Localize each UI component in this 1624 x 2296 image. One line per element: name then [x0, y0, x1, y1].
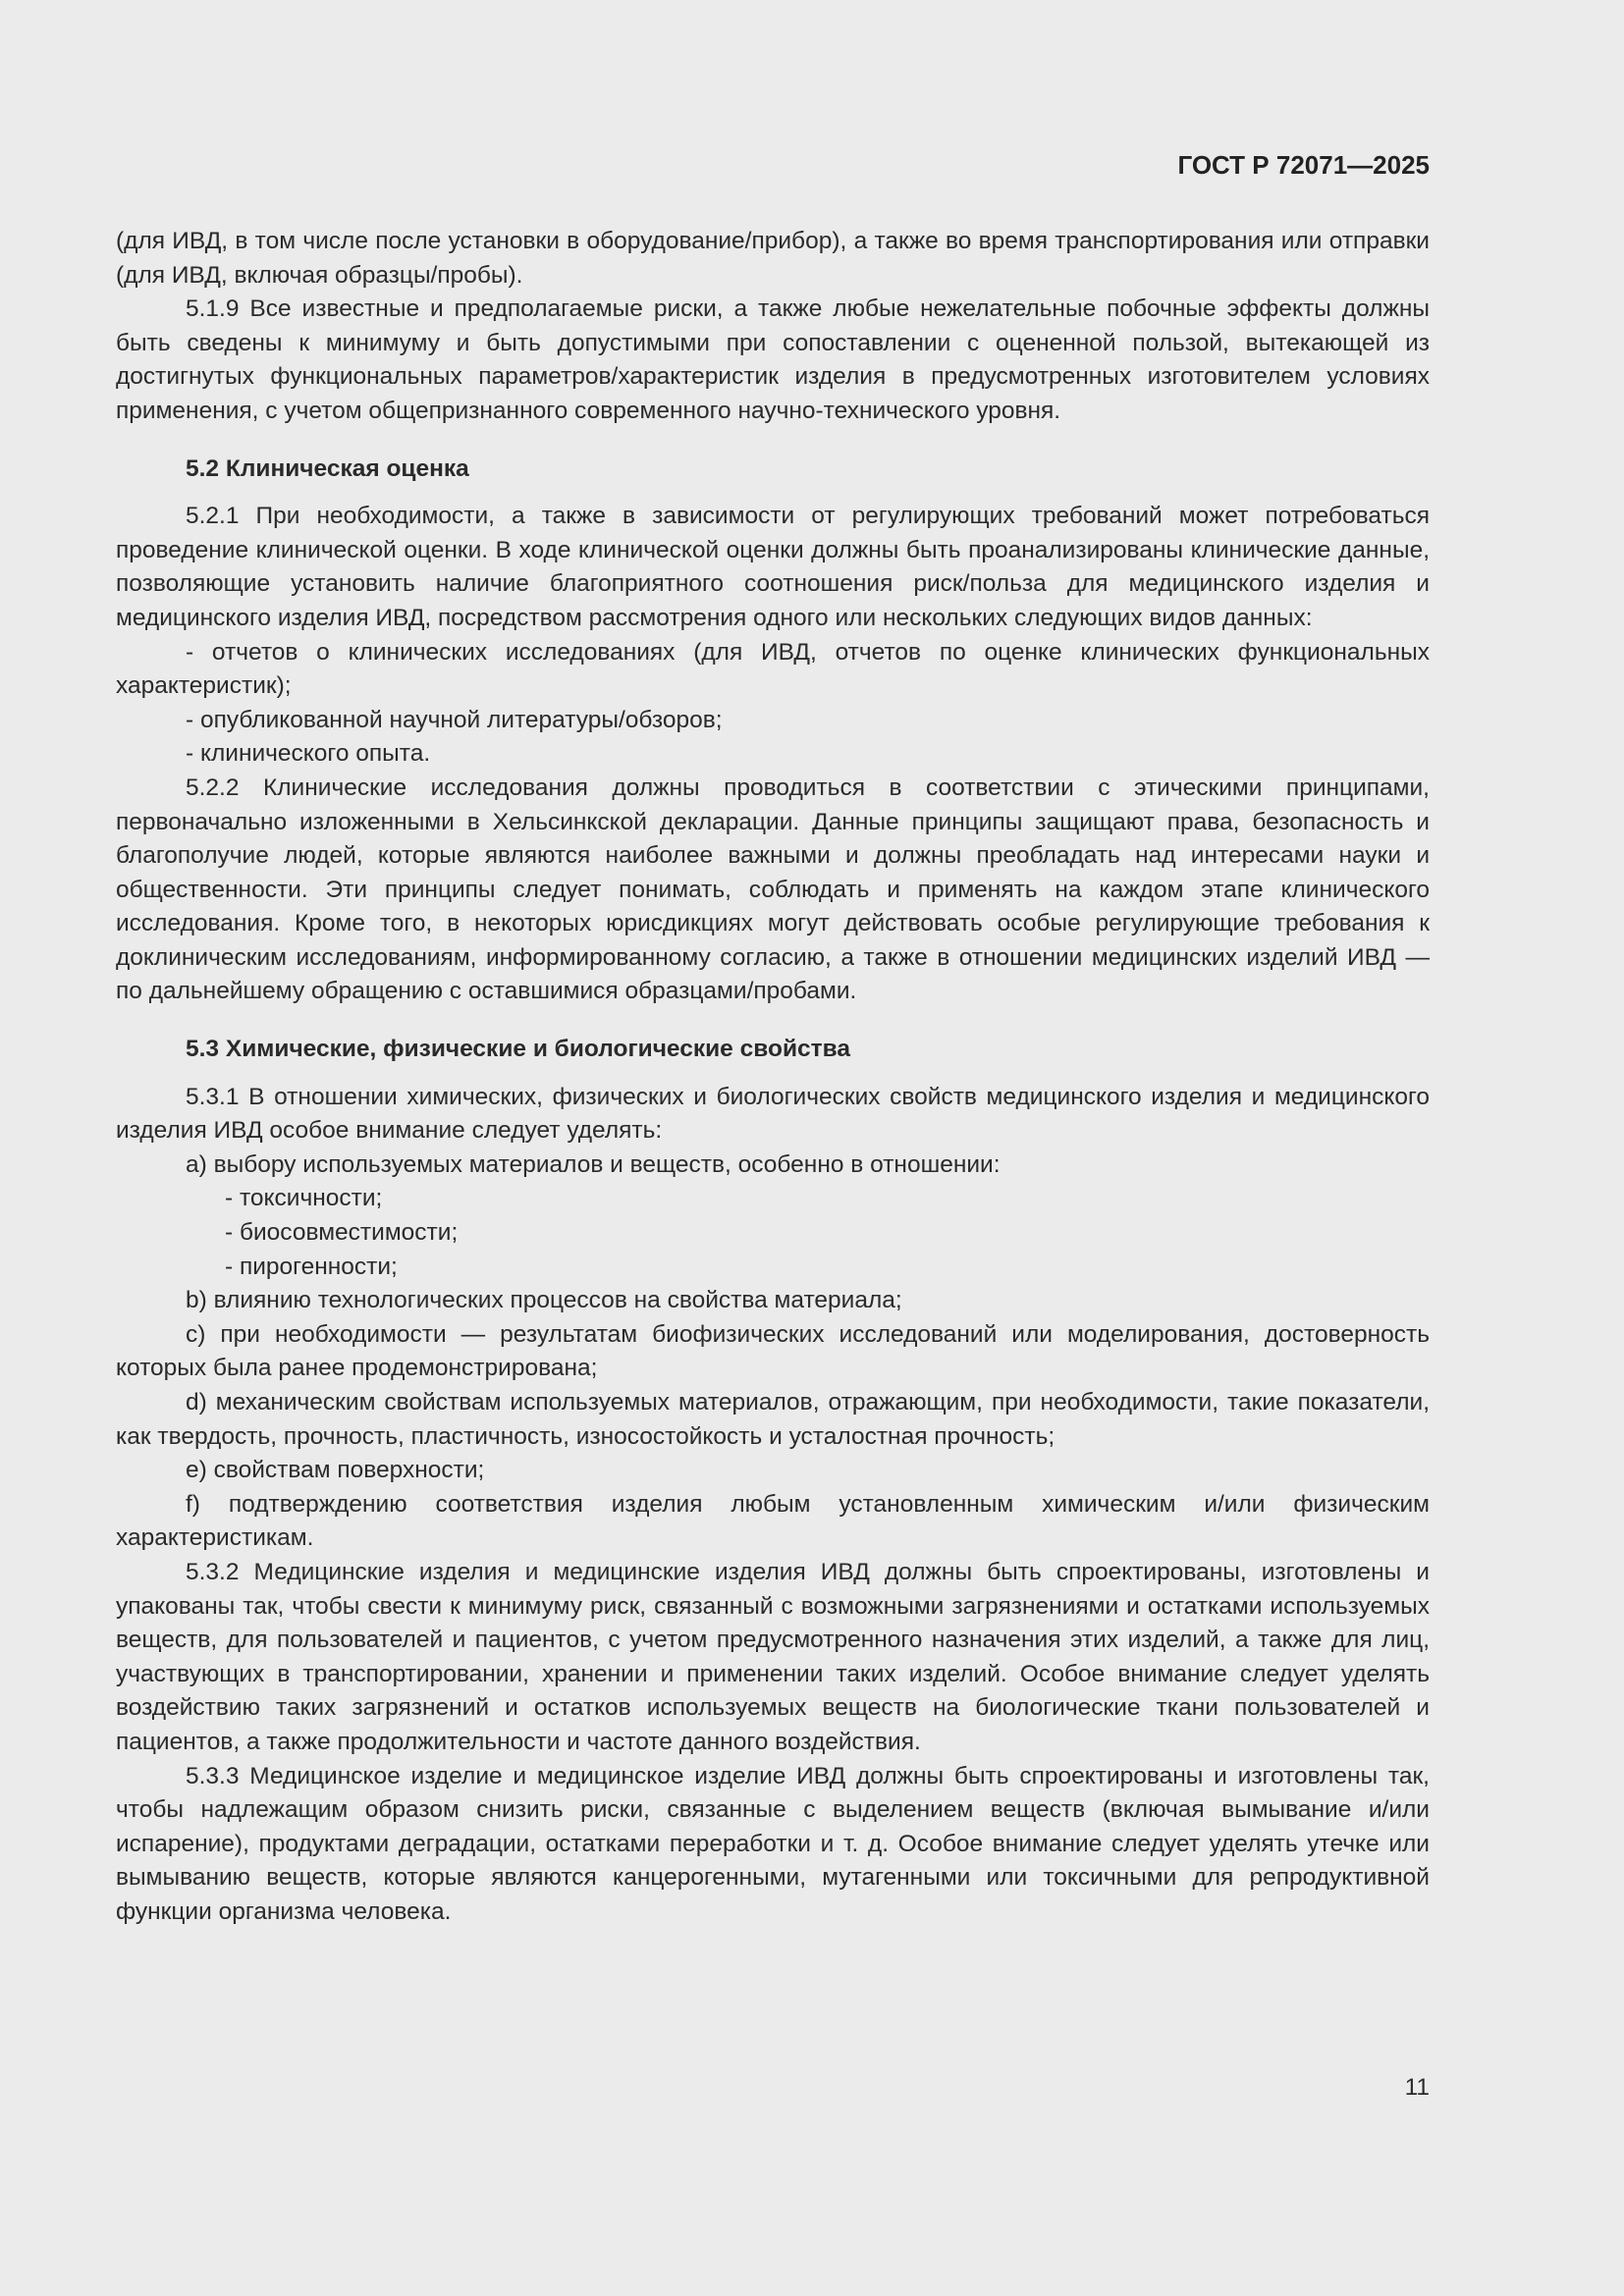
standard-code-header: ГОСТ Р 72071—2025	[1177, 150, 1430, 180]
section-heading-5-2: 5.2 Клиническая оценка	[186, 454, 469, 482]
paragraph-5-2-2: 5.2.2 Клинические исследования должны проводиться в соответствии с этическими принципами, первоначально изложенными в Хельсинкской декларации. Данные принципы защищают права, безопасность и благополучие людей, которые являются наиболее важными и должны преобладать над интересами науки и общественности. Эти принципы следует понимать, соблюдать и применять на каждом этапе клинического исследования. Кроме того, в некоторых юрисдикциях могут действовать особые регулирующие требования к доклиническим исследованиям, информированному согласию, а также в отношении медицинских изделий ИВД — по дальнейшему обращению с оставшимися образцами/пробами.	[116, 774, 1430, 1005]
document-body	[116, 225, 1430, 1930]
list-item-f: f) подтверждению соответствия изделия любым установленным химическим и/или физическим характеристикам.	[116, 1490, 1430, 1552]
list-item: - клинического опыта.	[186, 740, 431, 768]
paragraph-5-1-9: 5.1.9 Все известные и предполагаемые риски, а также любые нежелательные побочные эффекты должны быть сведены к минимуму и быть допустимыми при сопоставлении с оцененной пользой, вытекающей из достигнутых функциональных параметров/характеристик изделия в предусмотренных изготовителем условиях применения, с учетом общепризнанного современного научно-технического уровня.	[116, 295, 1430, 424]
list-item-b: b) влиянию технологических процессов на свойства материала;	[186, 1287, 902, 1314]
list-item-c: c) при необходимости — результатам биофизических исследований или моделирования, достоверность которых была ранее продемонстрирована;	[116, 1320, 1430, 1382]
list-item: - отчетов о клинических исследованиях (для ИВД, отчетов по оценке клинических функциональных характеристик);	[116, 638, 1430, 700]
paragraph-5-3-3: 5.3.3 Медицинское изделие и медицинское изделие ИВД должны быть спроектированы и изготовлены так, чтобы надлежащим образом снизить риски, связанные с выделением веществ (включая вымывание и/или испарение), продуктами деградации, остатками переработки и т. д. Особое внимание следует уделять утечке или вымыванию веществ, которые являются канцерогенными, мутагенными или токсичными для репродуктивной функции организма человека.	[116, 1762, 1430, 1925]
paragraph-5-3-2: 5.3.2 Медицинские изделия и медицинские изделия ИВД должны быть спроектированы, изготовлены и упакованы так, чтобы свести к минимуму риск, связанный с возможными загрязнениями и остатками используемых веществ, для пользователей и пациентов, с учетом предусмотренного назначения этих изделий, а также для лиц, участвующих в транспортировании, хранении и применении таких изделий. Особое внимание следует уделять воздействию таких загрязнений и остатков используемых веществ на биологические ткани пользователей и пациентов, а также продолжительности и частоте данного воздействия.	[116, 1558, 1430, 1755]
list-item-a: a) выбору используемых материалов и веществ, особенно в отношении:	[186, 1150, 1001, 1178]
list-item: - опубликованной научной литературы/обзоров;	[186, 706, 723, 733]
sub-list-item: - биосовместимости;	[225, 1219, 459, 1247]
sub-list-item: - токсичности;	[225, 1185, 383, 1212]
list-item-d: d) механическим свойствам используемых материалов, отражающим, при необходимости, такие показатели, как твердость, прочность, пластичность, износостойкость и усталостная прочность;	[116, 1389, 1430, 1450]
paragraph-continuation: (для ИВД, в том числе после установки в оборудование/прибор), а также во время транспортирования или отправки (для ИВД, включая образцы/пробы).	[116, 228, 1430, 289]
paragraph-5-2-1: 5.2.1 При необходимости, а также в зависимости от регулирующих требований может потребоваться проведение клинической оценки. В ходе клинической оценки должны быть проанализированы клинические данные, позволяющие установить наличие благоприятного соотношения риск/польза для медицинского изделия и медицинского изделия ИВД, посредством рассмотрения одного или нескольких следующих видов данных:	[116, 503, 1430, 631]
paragraph-5-3-1: 5.3.1 В отношении химических, физических и биологических свойств медицинского изделия и медицинского изделия ИВД особое внимание следует уделять:	[116, 1083, 1430, 1145]
sub-list-item: - пирогенности;	[225, 1253, 398, 1280]
list-item-e: e) свойствам поверхности;	[186, 1457, 485, 1484]
section-heading-5-3: 5.3 Химические, физические и биологические свойства	[186, 1036, 850, 1063]
page-number: 11	[1404, 2074, 1430, 2101]
